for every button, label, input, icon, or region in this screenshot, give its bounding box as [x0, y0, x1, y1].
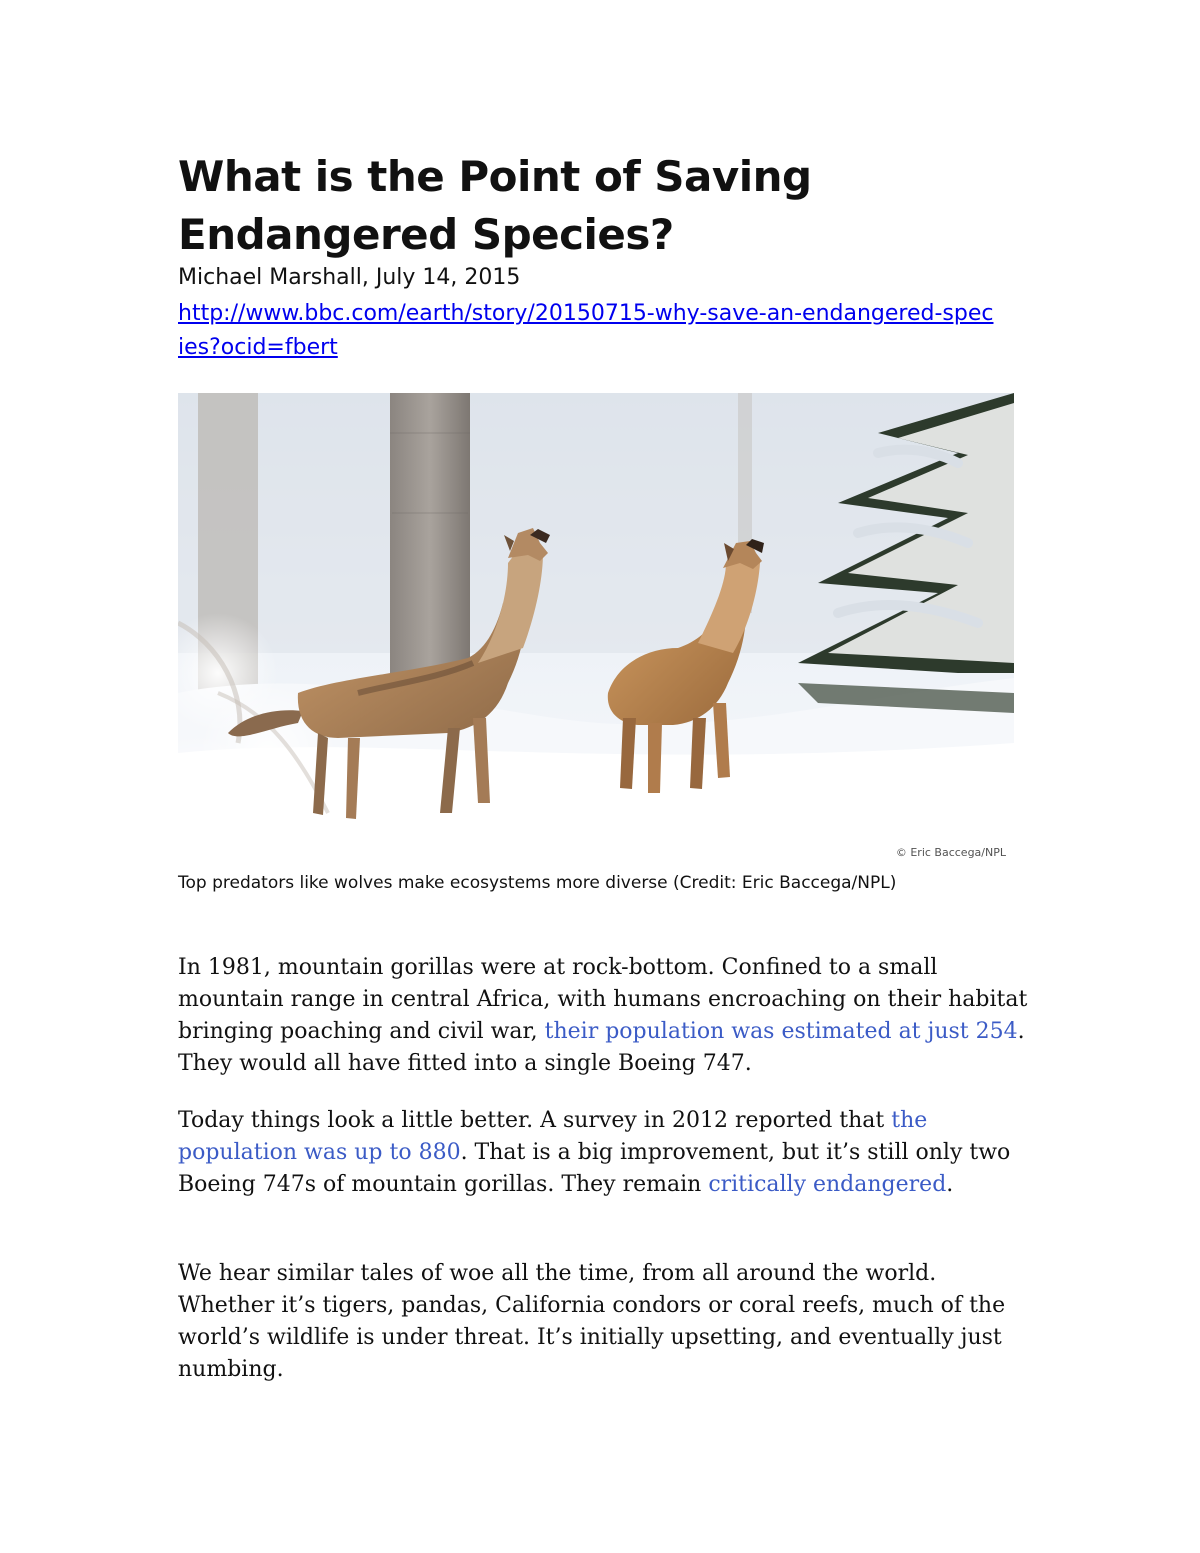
- paragraph-text: We hear similar tales of woe all the time, from all around the world. Whether it’s tigers, pandas, California condors or coral reefs, much of the world’s wildlife is under threat. It’s initially upsetting, and eventually just numbing.: [178, 1261, 1006, 1382]
- paragraph-text: . They would all have fitted into a single Boeing 747.: [178, 1019, 1025, 1076]
- population-254-link[interactable]: their population was estimated at just 254: [544, 1019, 1018, 1044]
- wolves-photo: [178, 393, 1014, 863]
- paragraph-text: . That is a big improvement, but it’s still only two Boeing 747s of mountain gorillas. They remain: [178, 1140, 1011, 1197]
- paragraph-text: In 1981, mountain gorillas were at rock-bottom. Confined to a small mountain range in central Africa, with humans encroaching on their habitat bringing poaching and civil war,: [178, 955, 1028, 1044]
- source-url-link[interactable]: http://www.bbc.com/earth/story/20150715-why-save-an-endangered-species?ocid=fbert: [178, 301, 994, 360]
- photo-credit: © Eric Baccega/NPL: [895, 846, 1006, 859]
- paragraph-text: .: [946, 1172, 954, 1197]
- paragraph-2: [178, 1105, 1028, 1201]
- population-880-link[interactable]: the population was up to 880: [178, 1108, 928, 1165]
- critically-endangered-link[interactable]: critically endangered: [708, 1172, 947, 1197]
- paragraph-text: Today things look a little better. A survey in 2012 reported that: [178, 1108, 892, 1133]
- article-byline: Michael Marshall, July 14, 2015: [178, 265, 521, 290]
- figure-caption: Top predators like wolves make ecosystems more diverse (Credit: Eric Baccega/NPL): [178, 873, 897, 893]
- paragraph-1: [178, 952, 1028, 1080]
- wolves-snow-scene: [178, 393, 1014, 863]
- paragraph-3: [178, 1258, 1028, 1386]
- article-title: What is the Point of Saving Endangered Species?: [178, 152, 812, 259]
